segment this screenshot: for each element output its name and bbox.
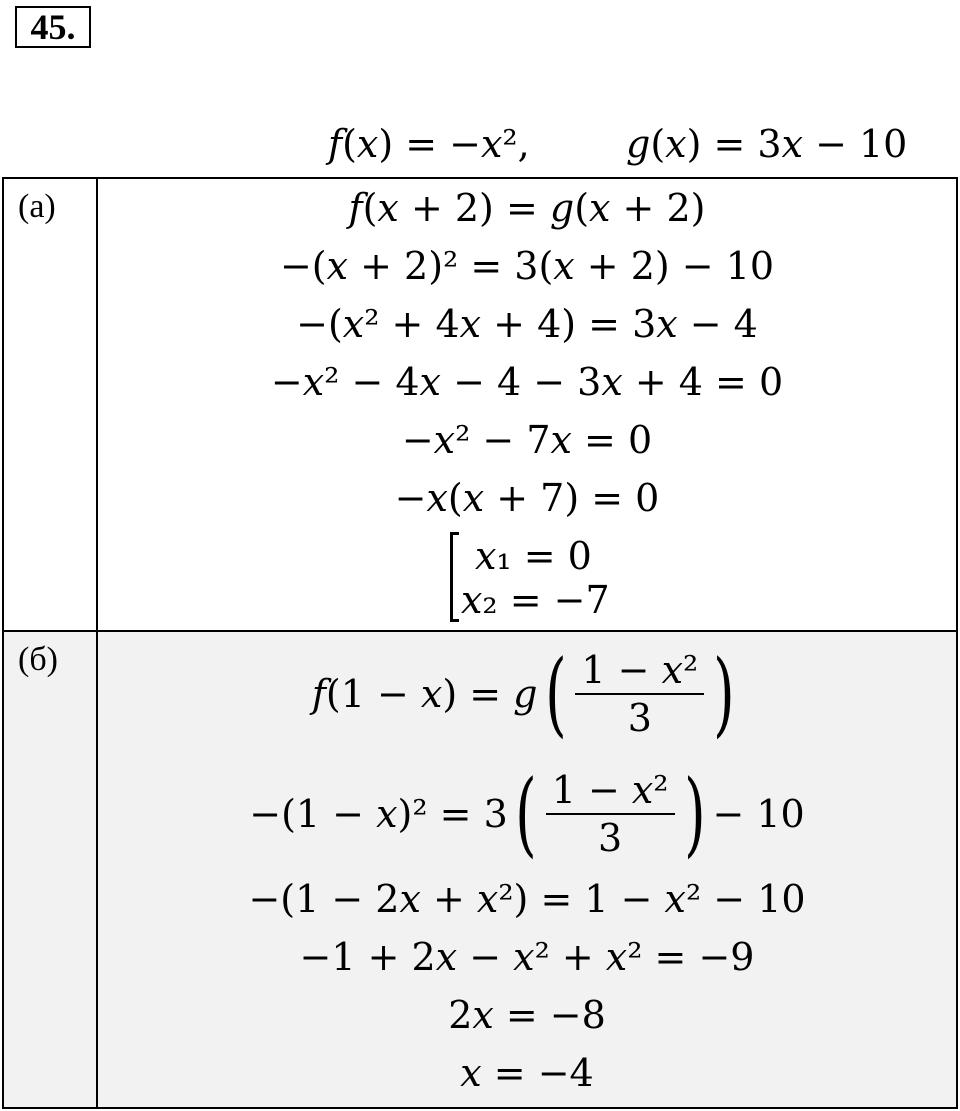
fraction [575, 647, 704, 741]
part-b-step-4: −1 + 2𝑥 − 𝑥² + 𝑥² = −9 [299, 935, 755, 979]
part-b-step-6: 𝑥 = −4 [460, 1051, 594, 1095]
part-a-step-4: −𝑥² − 4𝑥 − 4 − 3𝑥 + 4 = 0 [270, 360, 784, 404]
part-a-row [4, 179, 956, 630]
right-paren: ) [683, 760, 706, 867]
f-definition: 𝑓(𝑥) = −𝑥², [328, 122, 530, 166]
part-b-step-3: −(1 − 2𝑥 + 𝑥²) = 1 − 𝑥² − 10 [248, 877, 806, 921]
part-b-row [4, 630, 956, 1107]
fraction-numerator: 1 − 𝑥² [581, 648, 699, 692]
part-a-solution [98, 179, 956, 630]
part-a-step-2: −(𝑥 + 2)² = 3(𝑥 + 2) − 10 [279, 244, 775, 288]
part-a-label: (а) [18, 188, 56, 225]
part-a-step-5: −𝑥² − 7𝑥 = 0 [401, 418, 653, 462]
solution-table [2, 177, 958, 1109]
part-b-label: (б) [18, 641, 58, 678]
problem-number: 45. [15, 6, 91, 48]
part-a-step-3: −(𝑥² + 4𝑥 + 4) = 3𝑥 − 4 [296, 302, 758, 346]
part-b-label-cell [4, 632, 98, 1107]
part-b-step-5: 2𝑥 = −8 [448, 993, 606, 1037]
part-b-step-2-right: − 10 [712, 792, 805, 836]
fraction-denominator: 3 [627, 696, 652, 740]
fraction-denominator: 3 [598, 816, 623, 860]
g-definition: 𝑔(𝑥) = 3𝑥 − 10 [626, 122, 908, 166]
part-b-step-1-left: 𝑓(1 − 𝑥) = 𝑔 [311, 672, 538, 716]
part-a-step-6: −𝑥(𝑥 + 7) = 0 [394, 476, 660, 520]
fraction [546, 767, 675, 861]
part-a-label-cell [4, 179, 98, 630]
part-a-step-1: 𝑓(𝑥 + 2) = 𝑔(𝑥 + 2) [348, 186, 706, 230]
part-b-step-1 [98, 638, 956, 750]
function-definitions [0, 118, 960, 170]
root-x1: 𝑥₁ = 0 [475, 534, 592, 578]
right-paren: ) [713, 640, 735, 747]
left-paren: ( [514, 760, 537, 867]
left-paren: ( [544, 640, 567, 747]
part-b-solution [98, 632, 956, 1107]
part-b-step-2 [98, 758, 956, 870]
roots-system-bracket [450, 532, 623, 622]
fraction-numerator: 1 − 𝑥² [551, 768, 669, 812]
part-b-step-2-left: −(1 − 𝑥)² = 3 [249, 792, 508, 836]
root-x2: 𝑥₂ = −7 [461, 578, 610, 622]
